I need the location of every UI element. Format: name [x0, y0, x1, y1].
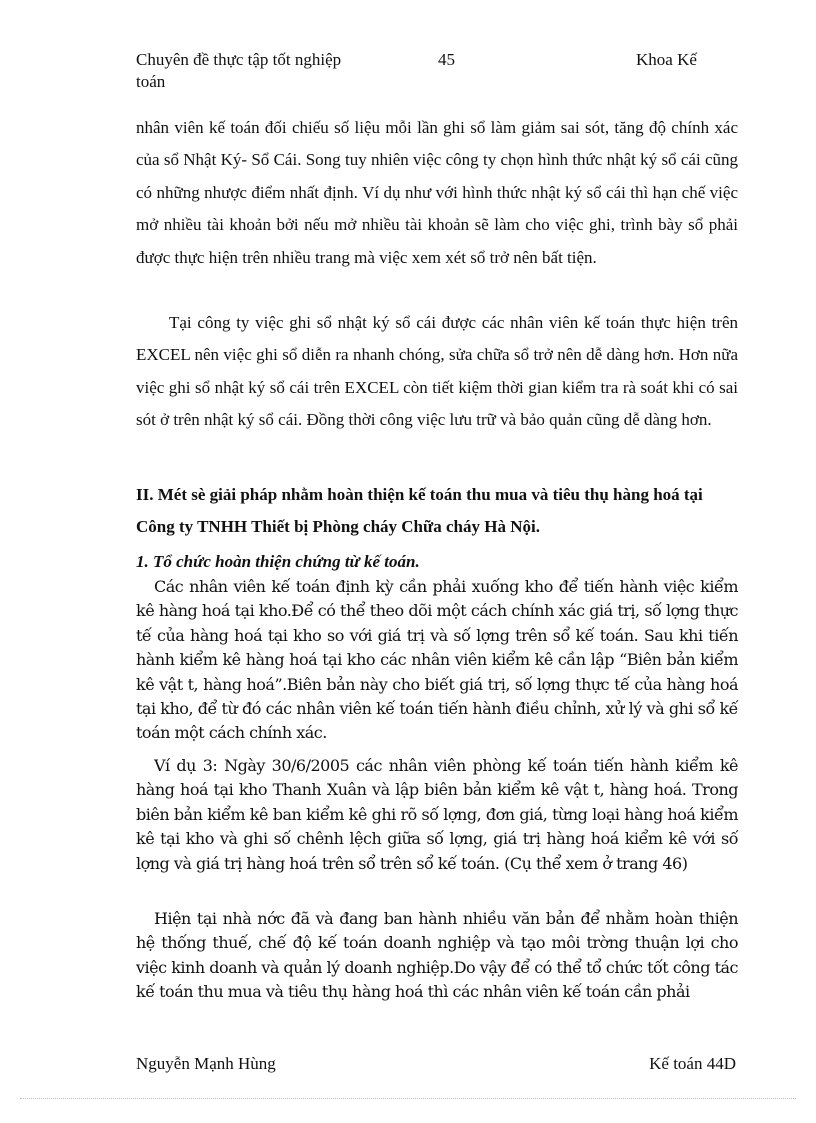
- page-bottom-divider: [20, 1098, 796, 1099]
- paragraph-inventory-check: Các nhân viên kế toán định kỳ cần phải xuống kho để tiến hành việc kiểm kê hàng hoá tại kho.Để có thể theo dõi một cách chính xác giá trị, số lợng thực tế của hàng hoá tại kho so với giá trị và số lợng trên sổ kế toán. Sau khi tiến hành kiểm kê hàng hoá tại kho các nhân viên kiểm kê cần lập “Biên bản kiểm kê vật t, hàng hoá”.Biên bản này cho biết giá trị, số lợng thực tế của hàng hoá tại kho, để từ đó các nhân viên kế toán tiến hành điều chỉnh, xử lý và ghi sổ kế toán một cách chính xác.: [136, 577, 738, 743]
- footer-class: Kế toán 44D: [649, 1054, 736, 1073]
- footer-author: Nguyễn Mạnh Hùng: [136, 1054, 276, 1073]
- paragraph-ledger-advantages: nhân viên kế toán đối chiếu số liệu mỗi lần ghi sổ làm giảm sai sót, tăng độ chính xác của sổ Nhật Ký- Sổ Cái. Song tuy nhiên việc công ty chọn hình thức nhật ký sổ cái cũng có những nhược điểm nhất định. Ví dụ như với hình thức nhật ký sổ cái thì hạn chế việc mở nhiều tài khoản bởi nếu mở nhiều tài khoản sẽ làm cho việc ghi, trình bày sổ phải được thực hiện trên nhiều trang mà việc xem xét sổ trở nên bất tiện.: [136, 118, 738, 267]
- header-department-continuation: toán: [136, 72, 166, 91]
- paragraph-excel-ledger: Tại công ty việc ghi sổ nhật ký sổ cái được các nhân viên kế toán thực hiện trên EXCEL nên việc ghi sổ diễn ra nhanh chóng, sửa chữa sổ trở nên dễ dàng hơn. Hơn nữa việc ghi sổ nhật ký sổ cái trên EXCEL còn tiết kiệm thời gian kiểm tra rà soát khi có sai sót ở trên nhật ký sổ cái. Đồng thời công việc lưu trữ và bảo quản cũng dễ dàng hơn.: [136, 313, 738, 430]
- subsection-heading: 1. Tổ chức hoàn thiện chứng từ kế toán.: [136, 552, 420, 571]
- header-title: Chuyên đề thực tập tốt nghiệp: [136, 50, 342, 69]
- paragraph-example-3: Ví dụ 3: Ngày 30/6/2005 các nhân viên phòng kế toán tiến hành kiểm kê hàng hoá tại kho Thanh Xuân và lập biên bản kiểm kê vật t, hàng hoá. Trong biên bản kiểm kê ban kiểm kê ghi rõ số lợng, đơn giá, từng loại hàng hoá kiểm kê tại kho và ghi số chênh lệch giữa số lợng, giá trị hàng hoá kiểm kê với số lợng và giá trị hàng hoá trên sổ trên sổ kế toán. (Cụ thể xem ở trang 46): [136, 756, 738, 873]
- paragraph-block-3: [136, 575, 738, 746]
- header-department: Khoa Kế: [636, 50, 697, 69]
- paragraph-block-4: [136, 754, 738, 876]
- page-number: 45: [438, 50, 455, 69]
- section-heading: II. Mét sè giải pháp nhằm hoàn thiện kế toán thu mua và tiêu thụ hàng hoá tại Công ty TNHH Thiết bị Phòng cháy Chữa cháy Hà Nội.: [136, 485, 703, 537]
- paragraph-regulations: Hiện tại nhà nớc đã và đang ban hành nhiều văn bản để nhằm hoàn thiện hệ thống thuế, chế độ kế toán doanh nghiệp và tạo môi trờng thuận lợi cho việc kinh doanh và quản lý doanh nghiệp.Do vậy để có thể tổ chức tốt công tác kế toán thu mua và tiêu thụ hàng hoá thì các nhân viên kế toán cần phải: [136, 909, 738, 1002]
- paragraph-block-1: [136, 112, 738, 274]
- paragraph-block-2: [136, 307, 738, 437]
- paragraph-block-5: [136, 907, 738, 1005]
